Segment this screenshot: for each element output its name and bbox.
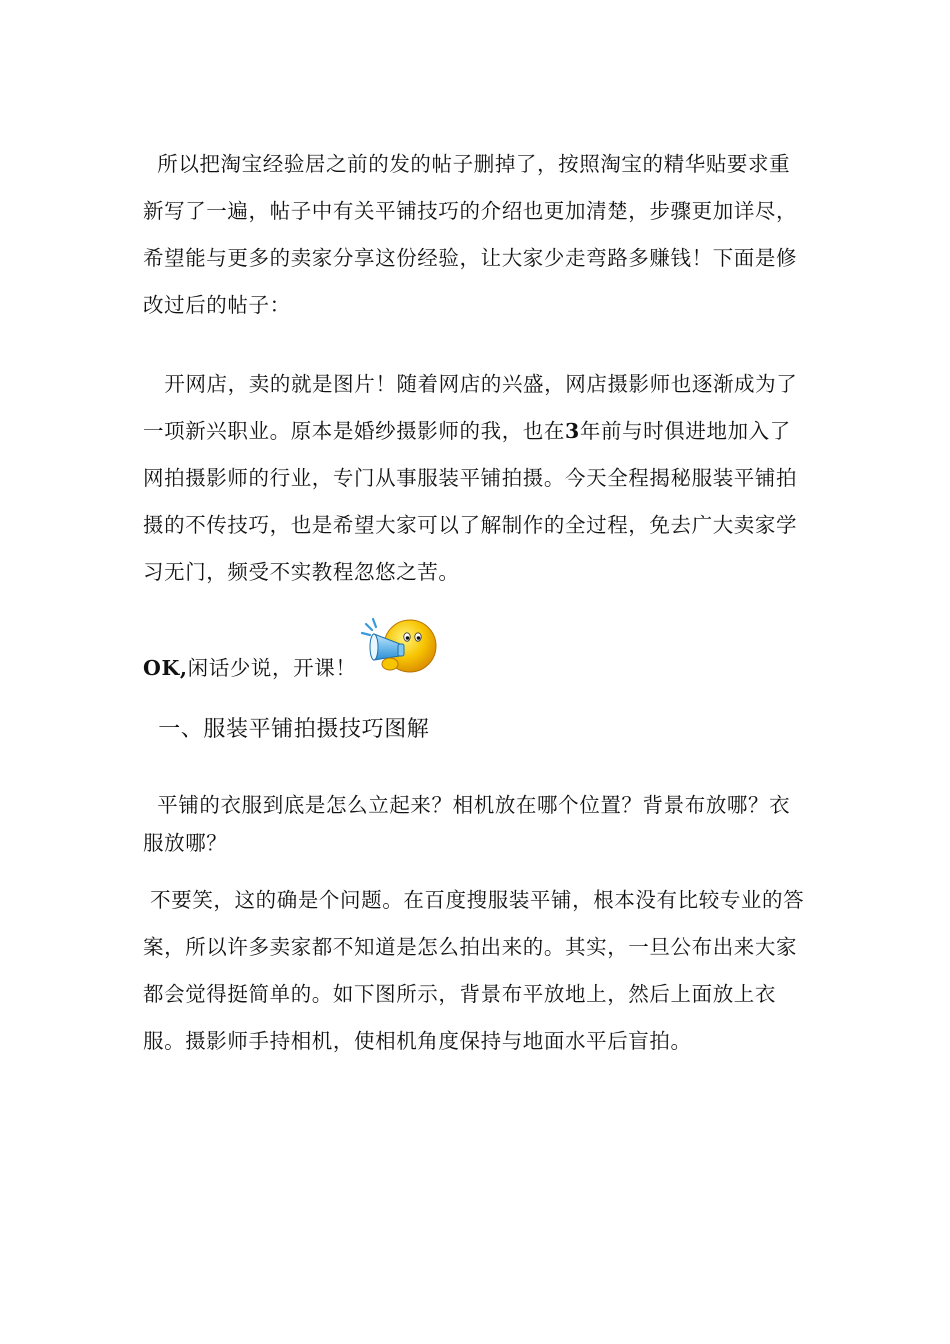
opening-text-part1: 开网店，卖的就是图片！随着网店的兴盛，网店摄影师也逐渐成为了一项新兴职业。原本是婚纱摄影师的我，也在 [143, 372, 798, 443]
intro-paragraph: 所以把淘宝经验居之前的发的帖子删掉了，按照淘宝的精华贴要求重新写了一遍，帖子中有关平铺技巧的介绍也更加清楚，步骤更加详尽，希望能与更多的卖家分享这份经验，让大家少走弯路多赚钱！下面是修改过后的帖子： [143, 152, 798, 317]
ok-line [143, 645, 811, 692]
megaphone-smiley-icon [360, 616, 442, 678]
section-heading: 一、服装平铺拍摄技巧图解 [143, 717, 430, 742]
answer-paragraph: 不要笑，这的确是个问题。在百度搜服装平铺，根本没有比较专业的答案，所以许多卖家都不知道是怎么拍出来的。其实，一旦公布出来大家都会觉得挺简单的。如下图所示，背景布平放地上，然后上面放上衣服。摄影师手持相机，使相机角度保持与地面水平后盲拍。 [143, 888, 805, 1053]
opening-text-part2: 年前与时俱进地加入了网拍摄影师的行业，专门从事服装平铺拍摄。今天全程揭秘服装平铺拍摄的不传技巧，也是希望大家可以了解制作的全过程，免去广大卖家学习无门，频受不实教程忽悠之苦。 [143, 419, 798, 584]
years-number: 3 [565, 419, 580, 443]
ok-label: OK, [143, 656, 188, 680]
opening-paragraph [143, 361, 811, 596]
ok-rest-text: 闲话少说，开课！ [187, 656, 357, 680]
questions-paragraph: 平铺的衣服到底是怎么立起来？相机放在哪个位置？背景布放哪？衣服放哪？ [143, 793, 791, 855]
